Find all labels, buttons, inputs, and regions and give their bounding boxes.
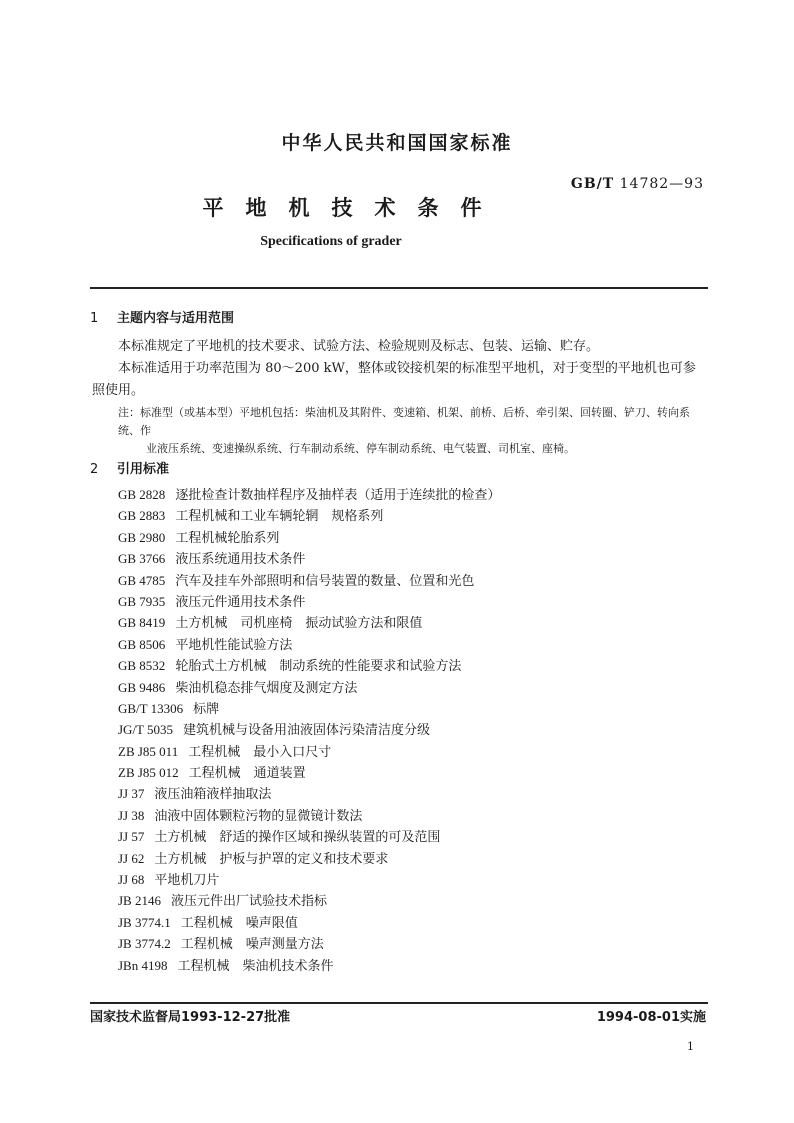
issuing-body-title: 中华人民共和国国家标准 — [281, 132, 513, 154]
document-title: 平地机技术条件 — [202, 196, 504, 220]
reference-title: 建筑机械与设备用油液固体污染清洁度分级 — [183, 723, 431, 739]
reference-item — [118, 612, 688, 633]
reference-code: JG/T 5035 — [118, 722, 174, 738]
reference-code: GB 8506 — [118, 636, 166, 652]
reference-item — [118, 955, 688, 976]
reference-title: 轮胎式土方机械 制动系统的性能要求和试验方法 — [175, 659, 462, 675]
reference-item — [118, 634, 688, 655]
reference-title: 油液中固体颗粒污物的显微镜计数法 — [154, 808, 363, 824]
section-1-note — [118, 404, 710, 458]
reference-title: 工程机械和工业车辆轮辋 规格系列 — [175, 509, 384, 525]
reference-code: JB 3774.2 — [118, 936, 171, 952]
english-title: Specifications of grader — [260, 234, 402, 249]
reference-item — [118, 783, 688, 804]
reference-title: 液压油箱液样抽取法 — [154, 787, 272, 803]
reference-item — [118, 591, 688, 612]
reference-item — [118, 869, 688, 890]
reference-item — [118, 741, 688, 762]
standard-number: 14782—93 — [619, 176, 704, 192]
standard-prefix: GB/T — [570, 176, 615, 192]
reference-title: 工程机械 噪声测量方法 — [180, 937, 324, 953]
reference-code: GB 2828 — [118, 487, 166, 502]
reference-item — [118, 570, 688, 591]
implementation-date: 1994-08-01实施 — [596, 1010, 706, 1025]
reference-code: JJ 68 — [118, 872, 145, 888]
section-1-paragraph-1: 本标准规定了平地机的技术要求、试验方法、检验规则及标志、包装、运输、贮存。 — [118, 339, 600, 354]
footer-divider — [90, 1002, 708, 1004]
reference-item — [118, 548, 688, 569]
reference-code: GB 8419 — [118, 615, 166, 631]
reference-item — [118, 933, 688, 954]
reference-code: GB/T 13306 — [118, 700, 184, 716]
reference-code: JJ 38 — [118, 807, 145, 823]
reference-title: 土方机械 司机座椅 振动试验方法和限值 — [175, 616, 423, 632]
reference-title: 工程机械 通道装置 — [188, 766, 306, 782]
section-1-heading — [90, 307, 234, 326]
reference-code: JBn 4198 — [118, 957, 168, 973]
reference-code: GB 4785 — [118, 572, 166, 588]
reference-item — [118, 805, 688, 826]
reference-code: GB 7935 — [118, 593, 166, 609]
reference-item — [118, 890, 688, 911]
page-number: 1 — [687, 1040, 694, 1053]
header-divider — [90, 287, 708, 289]
reference-item — [118, 677, 688, 698]
reference-code: ZB J85 011 — [118, 743, 179, 759]
reference-code: GB 2980 — [118, 529, 166, 545]
reference-title: 工程机械轮胎系列 — [175, 530, 280, 546]
reference-title: 工程机械 噪声限值 — [180, 915, 298, 931]
reference-item — [118, 527, 688, 548]
reference-item — [118, 848, 688, 869]
reference-item — [118, 505, 688, 526]
section-2-heading — [90, 458, 169, 477]
reference-code: GB 3766 — [118, 551, 166, 567]
reference-code: JB 3774.1 — [118, 914, 171, 930]
section-2-title: 引用标准 — [117, 462, 170, 477]
reference-title: 柴油机稳态排气烟度及测定方法 — [175, 680, 358, 696]
reference-title: 平地机性能试验方法 — [175, 637, 293, 653]
reference-item — [118, 719, 688, 740]
reference-item — [118, 912, 688, 933]
reference-code: JJ 57 — [118, 829, 145, 845]
reference-title: 土方机械 护板与护罩的定义和技术要求 — [154, 851, 389, 867]
standard-code — [571, 176, 704, 192]
reference-title: 液压系统通用技术条件 — [175, 552, 306, 568]
reference-code: GB 8532 — [118, 658, 166, 674]
reference-title: 逐批检查计数抽样程序及抽样表（适用于连续批的检查） — [175, 488, 501, 503]
reference-item — [118, 655, 688, 676]
reference-item — [118, 484, 688, 505]
reference-code: JJ 37 — [118, 786, 145, 802]
reference-title: 土方机械 舒适的操作区域和操纵装置的可及范围 — [154, 830, 441, 846]
approval-line: 国家技术监督局1993-12-27批准 — [90, 1010, 291, 1025]
reference-title: 工程机械 最小入口尺寸 — [188, 744, 332, 760]
section-1-paragraph-2: 本标准适用于功率范围为 80～200 kW，整体或铰接机架的标准型平地机，对于变型的平地机也可参照使用。 — [92, 361, 696, 398]
reference-item — [118, 826, 688, 847]
reference-title: 液压元件通用技术条件 — [175, 594, 306, 610]
reference-code: JB 2146 — [118, 893, 161, 909]
reference-title: 标牌 — [193, 701, 220, 717]
reference-title: 液压元件出厂试验技术指标 — [170, 894, 327, 910]
section-1-title: 主题内容与适用范围 — [117, 311, 235, 326]
reference-item — [118, 698, 688, 719]
reference-item — [118, 762, 688, 783]
section-2-number: 2 — [90, 462, 99, 477]
referenced-standards-list — [118, 484, 688, 976]
reference-code: JJ 62 — [118, 850, 145, 866]
note-line-1: 注：标准型（或基本型）平地机包括：柴油机及其附件、变速箱、机架、前桥、后桥、牵引架、回转圈、铲刀、转向系统、作 — [118, 406, 690, 437]
reference-code: GB 2883 — [118, 508, 166, 524]
reference-code: ZB J85 012 — [118, 765, 179, 781]
note-line-2: 业液压系统、变速操纵系统、行车制动系统、停车制动系统、电气装置、司机室、座椅。 — [146, 442, 575, 455]
reference-title: 平地机刀片 — [154, 873, 220, 889]
reference-title: 汽车及挂车外部照明和信号装置的数量、位置和光色 — [175, 573, 475, 589]
section-1-number: 1 — [90, 311, 99, 326]
reference-title: 工程机械 柴油机技术条件 — [177, 958, 334, 974]
reference-code: GB 9486 — [118, 679, 166, 695]
